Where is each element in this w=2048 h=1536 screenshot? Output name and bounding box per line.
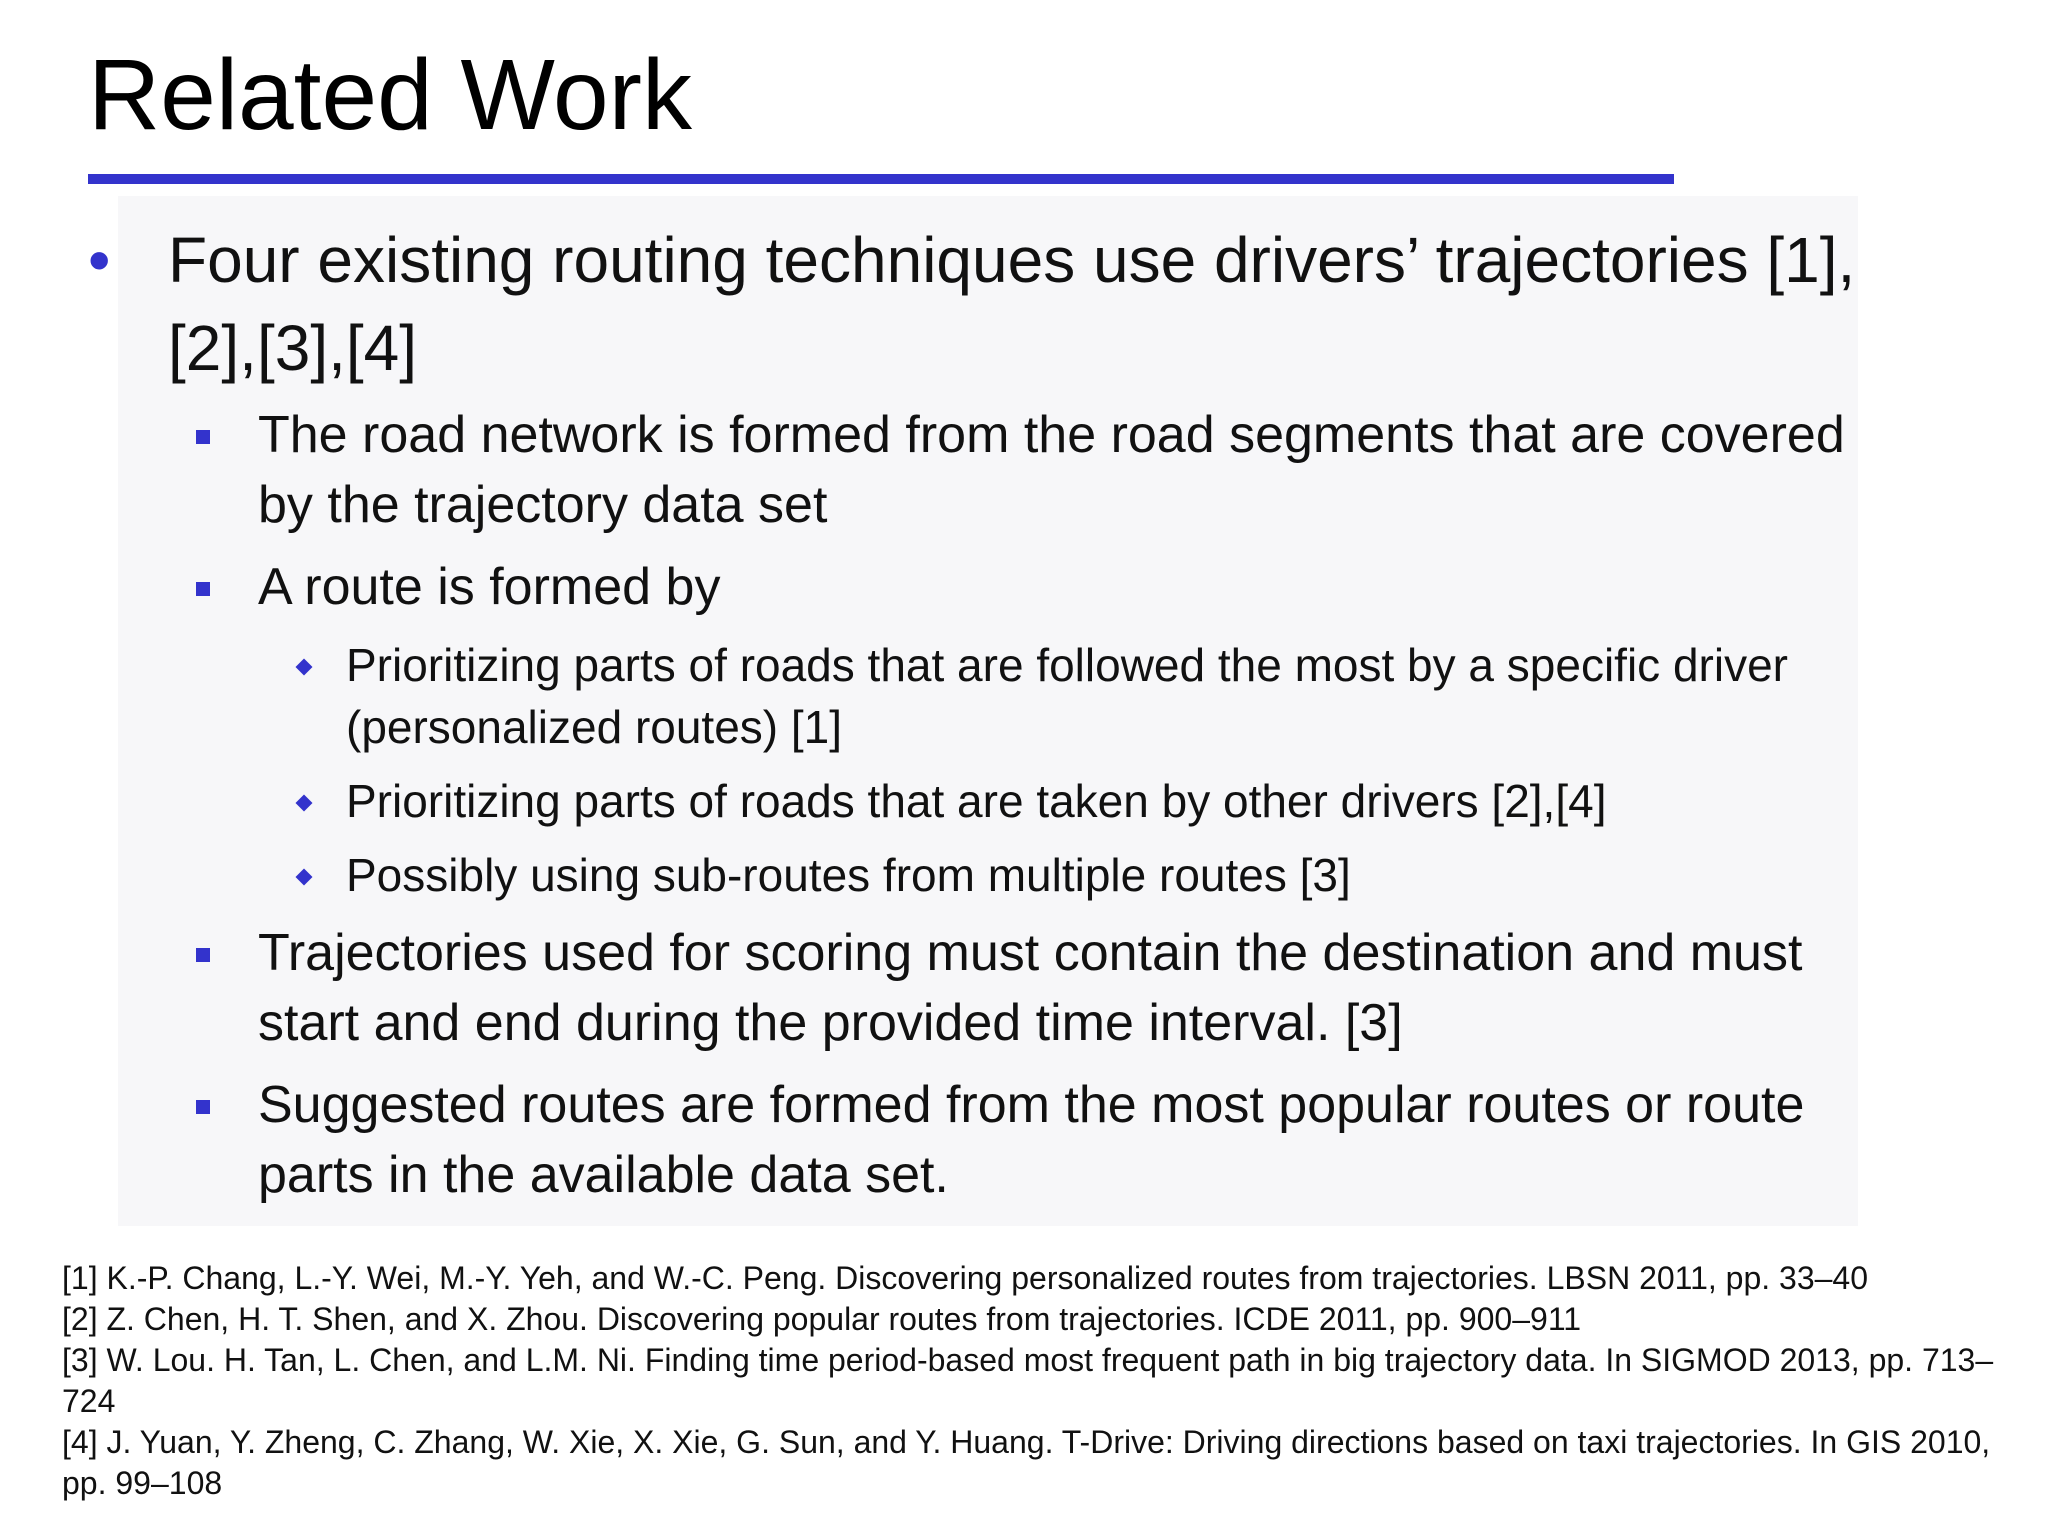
bullet-level3 (88, 770, 1888, 832)
round-bullet-icon: • (88, 224, 111, 296)
reference-4: [4] J. Yuan, Y. Zheng, C. Zhang, W. Xie, X. Xie, G. Sun, and Y. Huang. T-Drive: Driving directions based on taxi trajectories. In GIS 2010, pp. 99–108 (62, 1424, 1991, 1501)
bullet-list (88, 216, 1888, 1222)
square-bullet-icon (196, 582, 210, 596)
bullet-text: A route is formed by (258, 558, 721, 616)
bullet-level2 (88, 1070, 1888, 1210)
bullet-level3 (88, 634, 1888, 758)
references-section (62, 1258, 2032, 1504)
bullet-text: Suggested routes are formed from the most popular routes or route parts in the available data set. (258, 1076, 1805, 1204)
title-underline (88, 174, 1674, 184)
bullet-text: Prioritizing parts of roads that are taken by other drivers [2],[4] (346, 775, 1607, 827)
diamond-bullet-icon (296, 795, 313, 812)
bullet-level1 (88, 216, 1888, 392)
diamond-bullet-icon (296, 869, 313, 886)
reference-2: [2] Z. Chen, H. T. Shen, and X. Zhou. Discovering popular routes from trajectories. ICDE 2011, pp. 900–911 (62, 1301, 1582, 1337)
bullet-level3 (88, 844, 1888, 906)
bullet-text: Four existing routing techniques use drivers’ trajectories [1],[2],[3],[4] (168, 224, 1856, 384)
diamond-bullet-icon (296, 659, 313, 676)
square-bullet-icon (196, 1100, 210, 1114)
bullet-text: Possibly using sub-routes from multiple routes [3] (346, 849, 1351, 901)
bullet-level2 (88, 552, 1888, 622)
square-bullet-icon (196, 430, 210, 444)
bullet-text: The road network is formed from the road segments that are covered by the trajectory data set (258, 406, 1845, 534)
bullet-level2 (88, 918, 1888, 1058)
bullet-text: Prioritizing parts of roads that are followed the most by a specific driver (personalized routes) [1] (346, 639, 1788, 753)
reference-3: [3] W. Lou. H. Tan, L. Chen, and L.M. Ni. Finding time period-based most frequent path in big trajectory data. In SIGMOD 2013, pp. 713–724 (62, 1342, 1994, 1419)
bullet-level2 (88, 400, 1888, 540)
square-bullet-icon (196, 948, 210, 962)
reference-1: [1] K.-P. Chang, L.-Y. Wei, M.-Y. Yeh, and W.-C. Peng. Discovering personalized routes from trajectories. LBSN 2011, pp. 33–40 (62, 1260, 1869, 1296)
bullet-text: Trajectories used for scoring must contain the destination and must start and end during the provided time interval. [3] (258, 924, 1803, 1052)
slide-title: Related Work (88, 39, 692, 151)
